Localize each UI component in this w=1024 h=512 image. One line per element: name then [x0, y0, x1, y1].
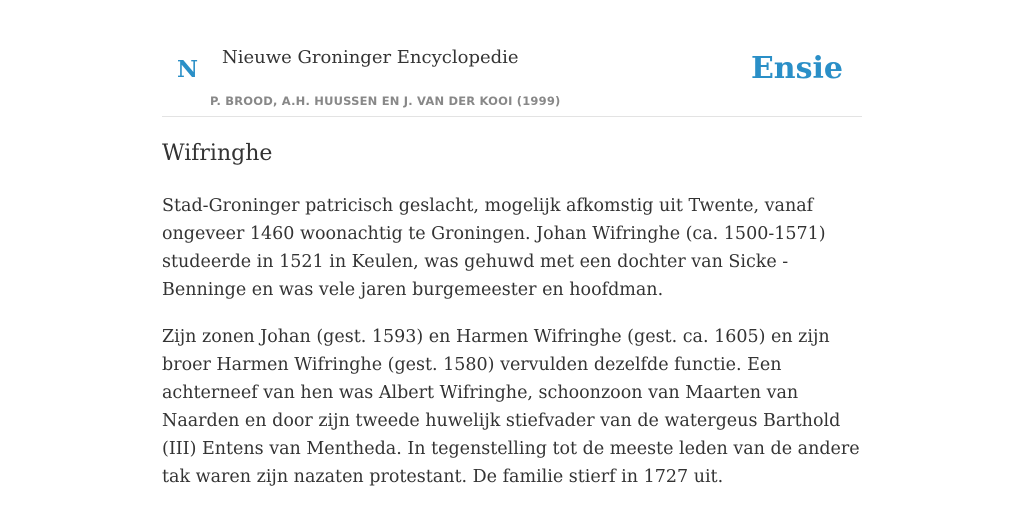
article-body [162, 192, 867, 510]
article-paragraph: Zijn zonen Johan (gest. 1593) en Harmen Wifringhe (gest. ca. 1605) en zijn broer Harmen Wifringhe (gest. 1580) vervulden dezelfde functie. Een achterneef van hen was Albert Wifringhe, schoonzoon van Maarten van Naarden en door zijn tweede huwelijk stiefvader van de watergeus Barthold (III) Entens van Mentheda. In tegenstelling tot de meeste leden van de andere tak waren zijn nazaten protestant. De familie stierf in 1727 uit. [162, 327, 860, 487]
article-paragraph: Stad-Groninger patricisch geslacht, mogelijk afkomstig uit Twente, vanaf ongeveer 1460 woonachtig te Groningen. Johan Wifringhe (ca. 1500-1571) studeerde in 1521 in Keulen, was gehuwd met een dochter van Sicke -Benninge en was vele jaren burgemeester en hoofdman. [162, 196, 826, 300]
book-title-link[interactable]: Nieuwe Groninger Encyclopedie [222, 47, 519, 68]
header [162, 0, 862, 117]
brand-logo[interactable]: Ensie [750, 51, 843, 86]
book-authors: P. BROOD, A.H. HUUSSEN EN J. VAN DER KOOI (1999) [210, 94, 561, 108]
article-title: Wifringhe [162, 141, 273, 166]
book-logo-icon[interactable]: N [177, 56, 199, 83]
